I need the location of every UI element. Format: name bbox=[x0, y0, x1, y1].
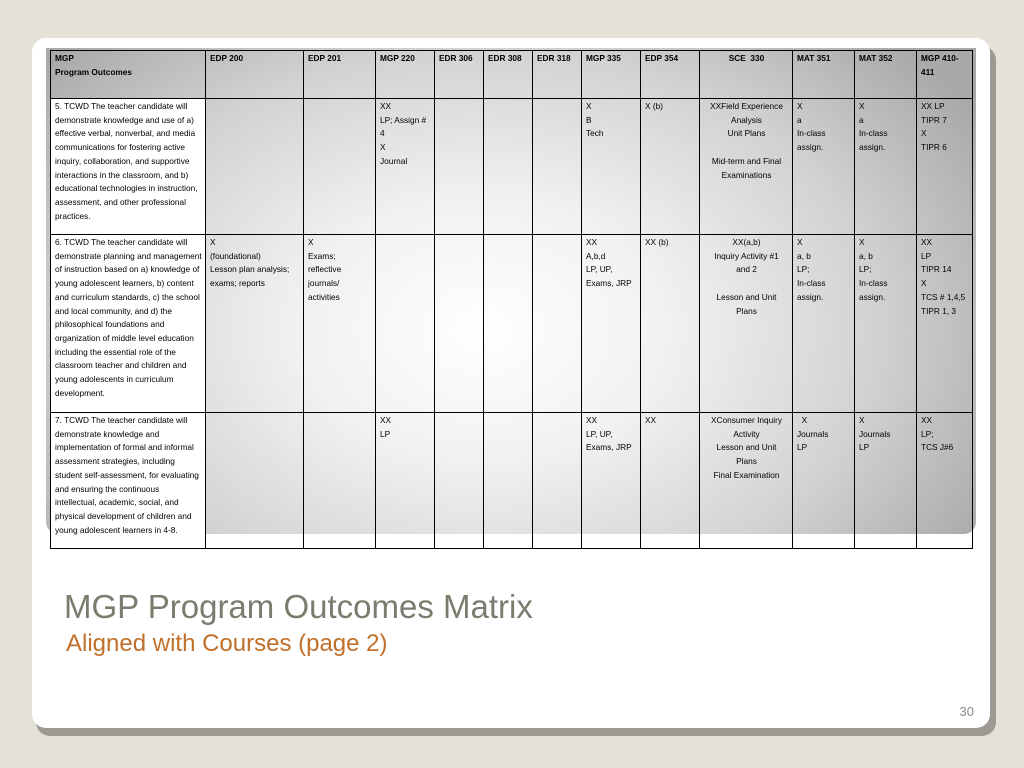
outcome-5-text: 5. TCWD The teacher candidate will demonstrate knowledge and use of a) effective verbal, nonverbal, and media communications for fostering active inquiry, collaboration, and supportive interactions in the classroom, and b) educational technologies in instruction, assessment, and other professional practices. bbox=[51, 99, 206, 235]
table-cell bbox=[533, 413, 582, 549]
table-cell: XConsumer Inquiry Activity Lesson and Unit Plans Final Examination bbox=[700, 413, 793, 549]
header-edr-318: EDR 318 bbox=[533, 51, 582, 99]
header-edp-354: EDP 354 bbox=[641, 51, 700, 99]
header-mgp-335: MGP 335 bbox=[582, 51, 641, 99]
table-cell bbox=[376, 235, 435, 413]
table-row bbox=[51, 99, 973, 235]
outcome-7-text: 7. TCWD The teacher candidate will demonstrate knowledge and implementation of formal and informal assessment strategies, including student self-assessment, for evaluating and ensuring the continuous intellectual, academic, social, and physical development of children and young adolescent learners in 4-8. bbox=[51, 413, 206, 549]
program-outcomes-matrix bbox=[50, 50, 973, 549]
table-cell: X B Tech bbox=[582, 99, 641, 235]
table-cell: XX LP; TCS J#6 bbox=[917, 413, 973, 549]
table-cell: XX LP; Assign # 4 X Journal bbox=[376, 99, 435, 235]
slide-subtitle: Aligned with Courses (page 2) bbox=[66, 630, 388, 657]
table-cell bbox=[435, 99, 484, 235]
table-cell bbox=[435, 413, 484, 549]
header-edr-306: EDR 306 bbox=[435, 51, 484, 99]
table-cell bbox=[435, 235, 484, 413]
table-cell: X a In-class assign. bbox=[793, 99, 855, 235]
table-cell: XX A,b,d LP, UP, Exams, JRP bbox=[582, 235, 641, 413]
table-cell: X a, b LP; In-class assign. bbox=[855, 235, 917, 413]
table-cell: X Journals LP bbox=[855, 413, 917, 549]
table-cell: XX bbox=[641, 413, 700, 549]
table-cell bbox=[304, 413, 376, 549]
table-cell bbox=[484, 99, 533, 235]
page-number: 30 bbox=[959, 704, 974, 719]
table-cell: X a, b LP; In-class assign. bbox=[793, 235, 855, 413]
table-cell: XX LP TIPR 7 X TIPR 6 bbox=[917, 99, 973, 235]
header-mat-352: MAT 352 bbox=[855, 51, 917, 99]
table-cell bbox=[304, 99, 376, 235]
table-cell bbox=[484, 235, 533, 413]
table-cell: XX LP, UP, Exams, JRP bbox=[582, 413, 641, 549]
table-cell: X (b) bbox=[641, 99, 700, 235]
table-cell: X Journals LP bbox=[793, 413, 855, 549]
outcome-6-text: 6. TCWD The teacher candidate will demonstrate planning and management of instruction based on a) knowledge of young adolescent learners, b) content and curriculum standards, c) the school and local community, and d) the philosophical foundations and organization of middle level education including the essential role of the classroom teacher and children and young adolescents in curriculum development. bbox=[51, 235, 206, 413]
table-cell: X Exams; reflective journals/ activities bbox=[304, 235, 376, 413]
header-edr-308: EDR 308 bbox=[484, 51, 533, 99]
header-sce-330: SCE 330 bbox=[700, 51, 793, 99]
table-cell: XX (b) bbox=[641, 235, 700, 413]
table-cell bbox=[533, 99, 582, 235]
table-cell bbox=[533, 235, 582, 413]
table-cell: XX(a,b) Inquiry Activity #1 and 2 Lesson and Unit Plans bbox=[700, 235, 793, 413]
table-row bbox=[51, 413, 973, 549]
table-cell: X a In-class assign. bbox=[855, 99, 917, 235]
header-edp-201: EDP 201 bbox=[304, 51, 376, 99]
table-row bbox=[51, 235, 973, 413]
matrix-header-row bbox=[51, 51, 973, 99]
table-cell bbox=[206, 99, 304, 235]
header-edp-200: EDP 200 bbox=[206, 51, 304, 99]
slide-title: MGP Program Outcomes Matrix bbox=[64, 588, 533, 625]
table-cell: XXField Experience Analysis Unit Plans Mid-term and Final Examinations bbox=[700, 99, 793, 235]
table-cell bbox=[206, 413, 304, 549]
table-cell: XX LP bbox=[376, 413, 435, 549]
table-cell bbox=[484, 413, 533, 549]
header-mgp-220: MGP 220 bbox=[376, 51, 435, 99]
slide bbox=[32, 38, 990, 728]
header-program-outcomes: MGP Program Outcomes bbox=[51, 51, 206, 99]
table-cell: XX LP TIPR 14 X TCS # 1,4,5 TIPR 1, 3 bbox=[917, 235, 973, 413]
table-cell: X (foundational) Lesson plan analysis; exams; reports bbox=[206, 235, 304, 413]
header-mgp-410-411: MGP 410- 411 bbox=[917, 51, 973, 99]
header-mat-351: MAT 351 bbox=[793, 51, 855, 99]
